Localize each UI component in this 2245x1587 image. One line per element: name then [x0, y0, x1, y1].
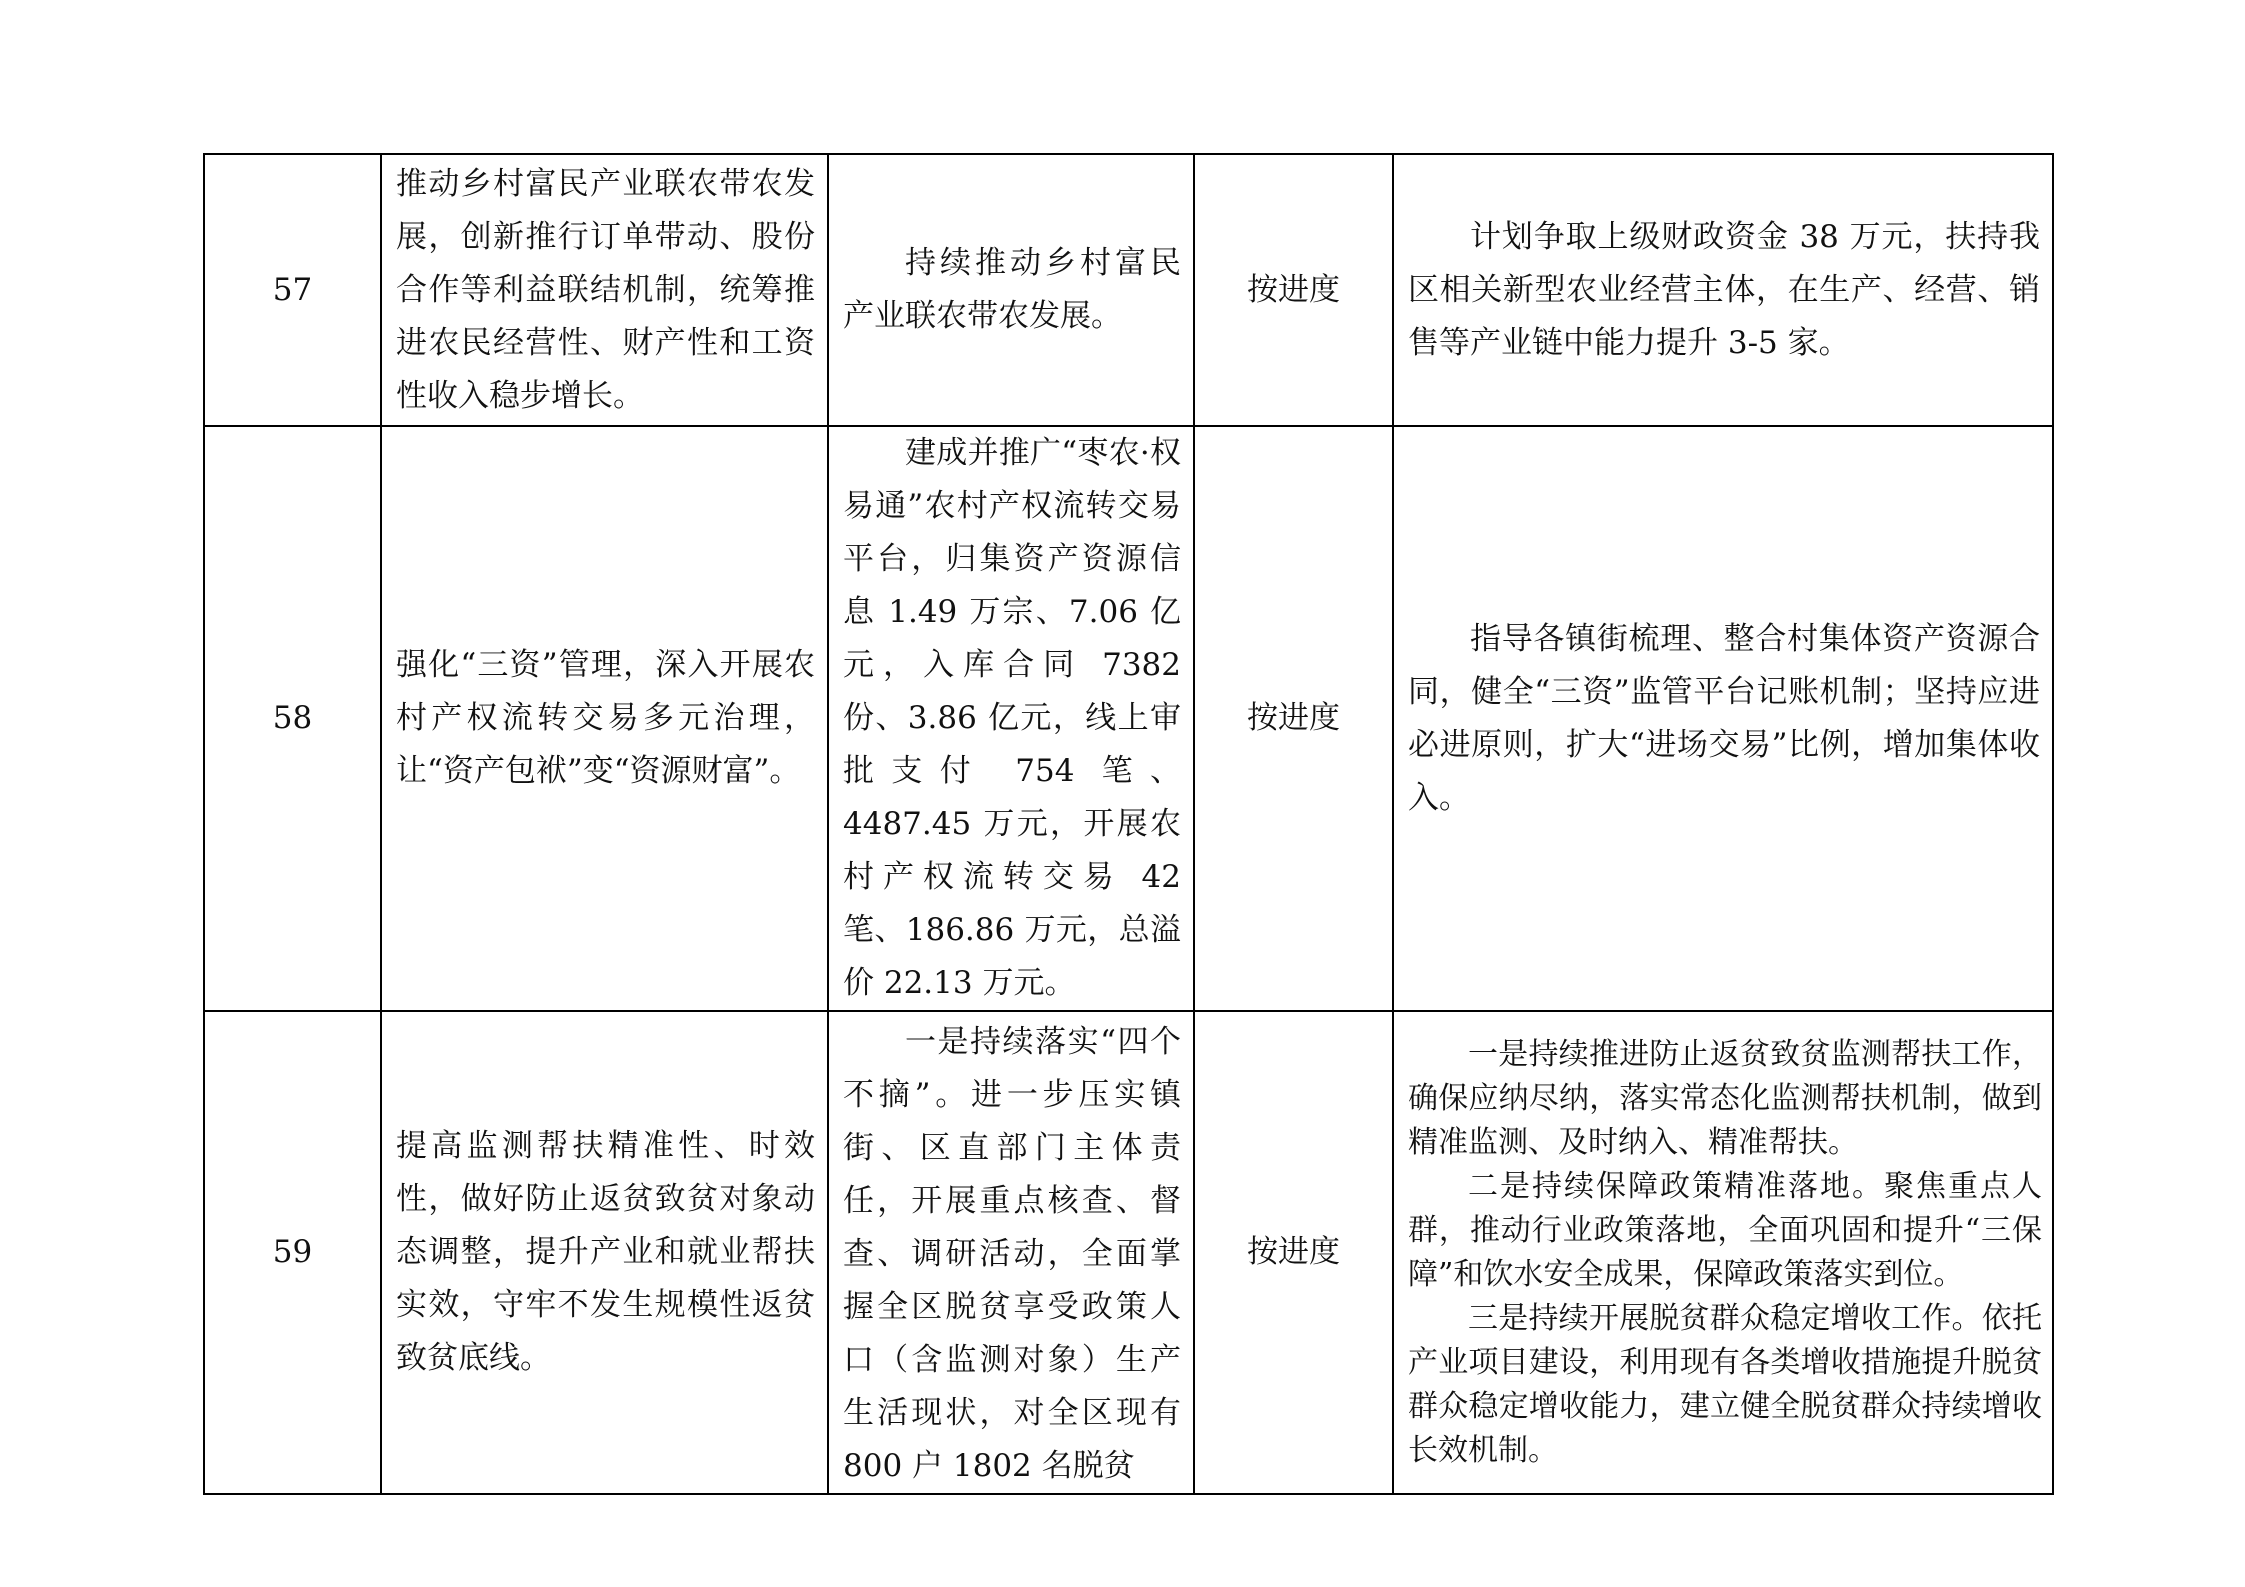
task-text: 推动乡村富民产业联农带农发展，创新推行订单带动、股份合作等利益联结机制，统筹推进农民经营性、财产性和工资性收入稳步增长。	[396, 165, 815, 414]
task-cell	[381, 154, 828, 426]
completion-text: 一是持续落实“四个不摘”。进一步压实镇街、区直部门主体责任，开展重点核查、督查、调研活动，全面掌握全区脱贫享受政策人口（含监测对象）生产生活现状，对全区现有 800 户 1802 名脱贫	[843, 1024, 1181, 1484]
row-number: 57	[204, 154, 381, 426]
plan-cell	[1393, 1011, 2053, 1494]
task-cell	[381, 1011, 828, 1494]
progress-status: 按进度	[1194, 1011, 1393, 1494]
progress-status: 按进度	[1194, 154, 1393, 426]
plan-paragraph: 二是持续保障政策精准落地。聚焦重点人群，推动行业政策落地，全面巩固和提升“三保障”和饮水安全成果，保障政策落实到位。	[1408, 1168, 2042, 1292]
progress-status: 按进度	[1194, 426, 1393, 1011]
task-text: 强化“三资”管理，深入开展农村产权流转交易多元治理，让“资产包袱”变“资源财富”。	[396, 647, 815, 789]
plan-text: 指导各镇街梳理、整合村集体资产资源合同，健全“三资”监管平台记账机制；坚持应进必进原则，扩大“进场交易”比例，增加集体收入。	[1408, 620, 2040, 816]
plan-text: 计划争取上级财政资金 38 万元，扶持我区相关新型农业经营主体，在生产、经营、销售等产业链中能力提升 3-5 家。	[1408, 218, 2040, 361]
completion-cell	[828, 1011, 1194, 1494]
plan-paragraph: 三是持续开展脱贫群众稳定增收工作。依托产业项目建设，利用现有各类增收措施提升脱贫群众稳定增收能力，建立健全脱贫群众持续增收长效机制。	[1408, 1300, 2042, 1468]
table-row	[204, 426, 2053, 1011]
plan-cell	[1393, 154, 2053, 426]
completion-cell	[828, 154, 1194, 426]
plan-text	[1394, 1033, 2052, 1473]
row-number: 59	[204, 1011, 381, 1494]
table-row	[204, 154, 2053, 426]
plan-cell	[1393, 426, 2053, 1011]
table-row	[204, 1011, 2053, 1494]
completion-text: 建成并推广“枣农·权易通”农村产权流转交易平台，归集资产资源信息 1.49 万宗、7.06 亿元，入库合同 7382 份、3.86 亿元，线上审批支付 754 笔、4487.45 万元，开展农村产权流转交易 42 笔、186.86 万元，总溢价 22.13 万元。	[843, 435, 1181, 1001]
row-number: 58	[204, 426, 381, 1011]
completion-text: 持续推动乡村富民产业联农带农发展。	[843, 245, 1181, 334]
task-cell	[381, 426, 828, 1011]
plan-paragraph: 一是持续推进防止返贫致贫监测帮扶工作，确保应纳尽纳，落实常态化监测帮扶机制，做到精准监测、及时纳入、精准帮扶。	[1408, 1036, 2042, 1160]
completion-cell	[828, 426, 1194, 1011]
task-text: 提高监测帮扶精准性、时效性，做好防止返贫致贫对象动态调整，提升产业和就业帮扶实效，守牢不发生规模性返贫致贫底线。	[396, 1128, 815, 1376]
task-progress-table	[203, 153, 2054, 1495]
